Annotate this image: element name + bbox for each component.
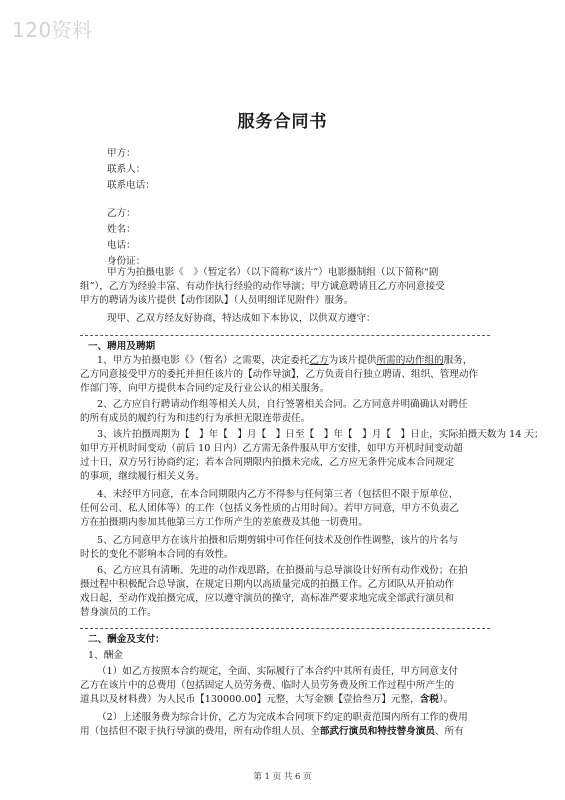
party-b-phone: 电话： — [107, 240, 136, 251]
section-heading: 二、酬金及支付： — [88, 634, 165, 645]
paragraph-line: 4、未经甲方同意，在本合同期限内乙方不得参与任何第三者（包括但不限于原单位、 — [97, 489, 459, 500]
bold-text: 部武行演员和特技替身演员 — [319, 726, 435, 737]
intro-line: 现甲、乙双方经友好协商，特达成如下本协议，以供双方遵守： — [107, 313, 376, 324]
paragraph-line: 6、乙方应具有清晰、先进的动作戏思路，在拍摄前与总导演设计好所有动作戏份；在拍 — [97, 565, 468, 576]
paragraph-line: 摄过程中积极配合总导演，在规定日期内以高质量完成的拍摄工作。乙方团队从开拍动作 — [80, 579, 455, 590]
paragraph-line: 过十日，双方另行协商约定；若本合同期限内拍摄未完成，乙方应无条件完成本合同规定 — [80, 457, 455, 468]
party-a-contact: 联系人： — [107, 164, 146, 175]
party-b-id: 身份证： — [107, 256, 146, 267]
paragraph-line: 时长的变化不影响本合同的有效性。 — [80, 549, 234, 560]
subsection-heading: 1、酬金 — [88, 650, 123, 661]
paragraph-line: （2）上述服务费为综合计价，乙方为完成本合同项下约定的职责范围内所有工作的费用 — [97, 712, 468, 723]
text-run: ）。 — [438, 694, 454, 705]
bold-text: 含税 — [419, 694, 439, 705]
paragraph-line: 方在拍摄期内参加其他第三方工作所产生的差旅费及其他一切费用。 — [80, 517, 368, 528]
paragraph-line: 乙方在该片中的总费用（包括固定人员劳务费、临时人员劳务费及所工作过程中所产生的 — [80, 680, 455, 691]
paragraph-line — [80, 694, 453, 706]
intro-line: 组”），乙方为经验丰富、有动作执行经验的动作导演；甲方诚意聘请且乙方亦同意接受 — [80, 281, 445, 292]
text-run: 1、甲方为拍摄电影《》（暂名）之需要，决定委托 — [97, 355, 310, 366]
intro-line: 甲方的聘请为该片提供【动作团队】（人员明细详见附件）服务。 — [80, 295, 354, 306]
watermark: 120资料 — [12, 18, 93, 42]
paragraph-line: 戏日起，至动作戏拍摄完成，应以遵守演员的操守，高标准严要求地完成全部武行演员和 — [80, 593, 455, 604]
document-title: 服务合同书 — [237, 112, 328, 132]
underlined-text: 乙方 — [309, 355, 329, 366]
paragraph-line: 如甲方开机时间变动（前后 10 日内）乙方需无条件服从甲方安排，如甲方开机时间变动超 — [80, 443, 463, 454]
paragraph-line: 2、乙方应自行聘请动作组等相关人员，自行签署相关合同。乙方同意并明确确认对聘任 — [97, 399, 468, 410]
section-divider — [80, 628, 490, 629]
page-footer: 第 1 页 共 6 页 — [253, 772, 312, 782]
paragraph-line: 乙方同意接受甲方的委托并担任该片的【动作导演】，乙方负责自行独立聘请、组织、管理动作 — [80, 369, 479, 380]
intro-line: 甲方为拍摄电影《 》（暂定名）（以下简称“该片”）电影摄制组（以下简称“剧 — [107, 267, 439, 278]
text-run: 为该片提供 — [328, 355, 377, 366]
paragraph-line: 任何公司、私人团体等）的工作（包括义务性质的占用时间）。若甲方同意，甲方不负责乙 — [80, 503, 459, 514]
paragraph-line: （1）如乙方按照本合约规定，全面、实际履行了本合约中其所有责任，甲方同意支付 — [97, 666, 459, 677]
paragraph-line — [80, 726, 464, 738]
party-b-name: 姓名： — [107, 224, 136, 235]
section-heading: 一、聘用及聘期 — [88, 341, 156, 352]
underlined-text: 所需的动作组的 — [376, 355, 444, 366]
text-run: 道具以及材料费）为人民币【130000.00】元整，大写金额【壹拾叁万】元整， — [80, 694, 420, 705]
section-divider — [80, 335, 490, 336]
text-run: 、所有 — [434, 726, 464, 737]
paragraph-line — [97, 355, 472, 367]
paragraph-line: 作部门等，向甲方提供本合同约定及行业公认的相关服务。 — [80, 383, 330, 394]
paragraph-line: 的所有成员的履约行为和违约行为承担无限连带责任。 — [80, 413, 311, 424]
paragraph-line: 5、乙方同意甲方在该片拍摄和后期剪辑中可作任何技术及创作性调整，该片的片名与 — [97, 535, 459, 546]
text-run: 用（包括但不限于执行导演的费用，所有动作组人员、全 — [80, 726, 320, 737]
paragraph-line: 3、该片拍摄周期为【 】年【 】月【 】日至【 】年【 】月【 】日止，实际拍摄天数为 14 天； — [97, 429, 544, 440]
text-run: 服务， — [443, 355, 473, 366]
paragraph-line: 替身演员的工作。 — [80, 607, 157, 618]
paragraph-line: 的事项，继续履行相关义务。 — [80, 471, 205, 482]
party-b-label: 乙方： — [107, 208, 136, 219]
party-a-phone: 联系电话： — [107, 180, 155, 191]
party-a-label: 甲方： — [107, 148, 136, 159]
